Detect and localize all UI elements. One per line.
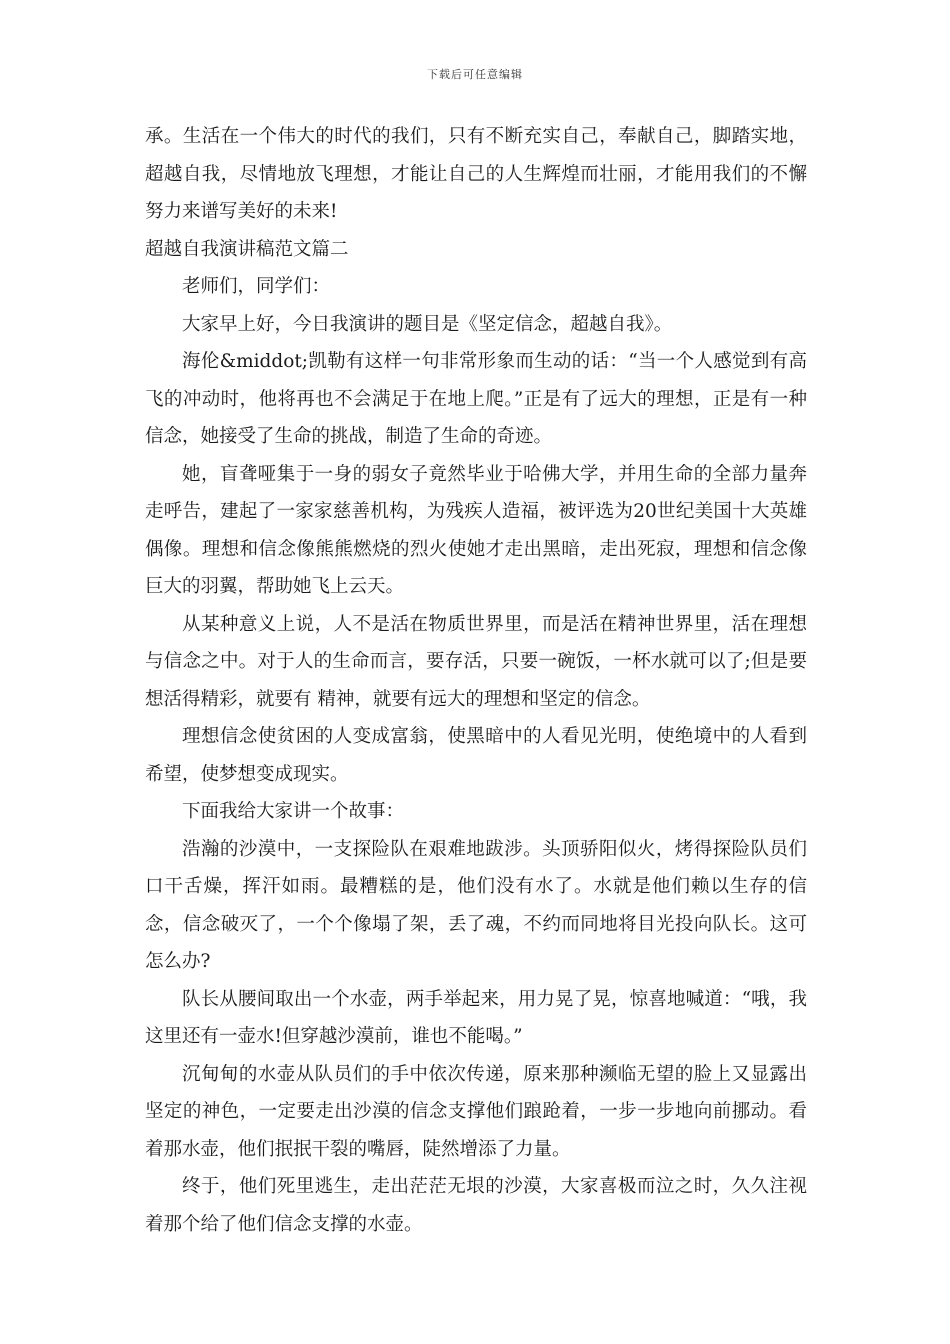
- paragraph: 队长从腰间取出一个水壶，两手举起来，用力晃了晃，惊喜地喊道：“哦，我这里还有一壶水!但穿越沙漠前，谁也不能喝。”: [145, 988, 807, 1047]
- document-body: [145, 118, 807, 1243]
- paragraph: 终于，他们死里逃生，走出茫茫无垠的沙漠，大家喜极而泣之时，久久注视着那个给了他们信念支撑的水壶。: [145, 1176, 807, 1235]
- paragraph: 她，盲聋哑集于一身的弱女子竟然毕业于哈佛大学，并用生命的全部力量奔走呼告，建起了一家家慈善机构，为残疾人造福，被评选为20世纪美国十大英雄偶像。理想和信念像熊熊燃烧的烈火使她才走出黑暗，走出死寂，理想和信念像巨大的羽翼，帮助她飞上云天。: [145, 463, 807, 597]
- paragraph: 下面我给大家讲一个故事：: [182, 801, 405, 822]
- paragraph: 承。生活在一个伟大的时代的我们，只有不断充实自己，奉献自己，脚踏实地，超越自我，尽情地放飞理想，才能让自己的人生辉煌而壮丽，才能用我们的不懈努力来谱写美好的未来!: [145, 126, 807, 222]
- paragraph: 海伦&middot;凯勒有这样一句非常形象而生动的话：“当一个人感觉到有高飞的冲动时，他将再也不会满足于在地上爬。”正是有了远大的理想，正是有一种信念，她接受了生命的挑战，制造了生命的奇迹。: [145, 351, 807, 447]
- paragraph: 从某种意义上说，人不是活在物质世界里，而是活在精神世界里，活在理想与信念之中。对于人的生命而言，要存活，只要一碗饭，一杯水就可以了;但是要想活得精彩，就要有 精神，就要有远大的理想和坚定的信念。: [145, 613, 807, 710]
- greeting: 老师们，同学们：: [182, 276, 331, 297]
- paragraph: 理想信念使贫困的人变成富翁，使黑暗中的人看见光明，使绝境中的人看到希望，使梦想变成现实。: [145, 726, 807, 785]
- paragraph: 大家早上好，今日我演讲的题目是《坚定信念，超越自我》。: [182, 313, 673, 335]
- paragraph: 沉甸甸的水壶从队员们的手中依次传递，原来那种濒临无望的脸上又显露出坚定的神色，一定要走出沙漠的信念支撑他们踉跄着，一步一步地向前挪动。看着那水壶，他们抿抿干裂的嘴唇，陡然增添了力量。: [145, 1063, 807, 1160]
- paragraph: 浩瀚的沙漠中，一支探险队在艰难地跋涉。头顶骄阳似火，烤得探险队员们口干舌燥，挥汗如雨。最糟糕的是，他们没有水了。水就是他们赖以生存的信念，信念破灭了，一个个像塌了架，丢了魂，不约而同地将目光投向队长。这可怎么办?: [145, 838, 807, 972]
- page-header: 下载后可任意编辑: [427, 68, 523, 81]
- section-title: 超越自我演讲稿范文篇二: [145, 238, 349, 260]
